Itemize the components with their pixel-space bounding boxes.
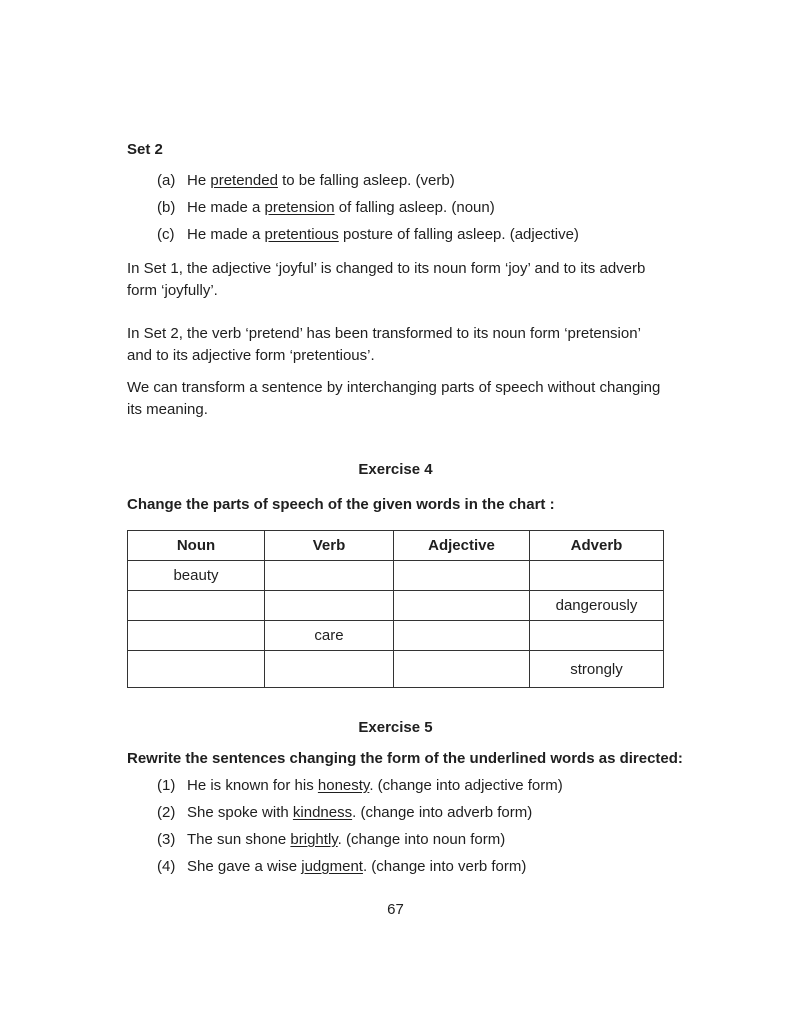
item-underlined-word: brightly	[290, 831, 338, 848]
table-cell: strongly	[530, 651, 664, 688]
exercise4-title: Exercise 4	[358, 461, 433, 478]
item-pre: He is known for his	[187, 777, 314, 794]
item-underlined-word: pretended	[210, 172, 278, 189]
column-header-adverb: Adverb	[530, 531, 664, 561]
paragraph-line: In Set 1, the adjective ‘joyful’ is changed to its noun form ‘joy’ and to its adverb	[127, 260, 646, 277]
table-header-row	[128, 531, 664, 561]
item-pre: The sun shone	[187, 831, 287, 848]
exercise5-item-1	[157, 777, 563, 794]
exercise5-item-4	[157, 858, 526, 875]
item-pre: He made a	[187, 226, 261, 243]
paragraph-2	[127, 323, 641, 367]
item-post: . (change into noun form)	[337, 831, 506, 848]
table-cell	[128, 621, 265, 651]
item-label: (a)	[157, 172, 176, 189]
item-underlined-word: pretentious	[264, 226, 339, 243]
table-cell: dangerously	[530, 591, 664, 621]
item-label: (2)	[157, 804, 176, 821]
column-header-verb: Verb	[265, 531, 394, 561]
item-post: posture of falling asleep. (adjective)	[342, 226, 579, 243]
table-cell	[265, 651, 394, 688]
table-row	[128, 561, 664, 591]
table-cell	[394, 621, 530, 651]
item-label: (c)	[157, 226, 175, 243]
parts-of-speech-table	[127, 530, 664, 688]
item-underlined-word: kindness	[292, 804, 353, 821]
table-cell: care	[265, 621, 394, 651]
set2-heading: Set 2	[127, 141, 163, 158]
table-cell	[394, 561, 530, 591]
table-row	[128, 651, 664, 688]
table-row	[128, 591, 664, 621]
item-label: (b)	[157, 199, 176, 216]
paragraph-line: We can transform a sentence by interchanging parts of speech without changing	[127, 379, 661, 396]
paragraph-line: In Set 2, the verb ‘pretend’ has been transformed to its noun form ‘pretension’	[127, 325, 641, 342]
table-cell	[530, 621, 664, 651]
item-post: to be falling asleep. (verb)	[282, 172, 455, 189]
item-pre: He made a	[187, 199, 261, 216]
item-underlined-word: honesty	[317, 777, 370, 794]
exercise5-title: Exercise 5	[358, 719, 433, 736]
table-cell	[394, 651, 530, 688]
exercise5-item-2	[157, 804, 532, 821]
set2-item-b	[157, 199, 495, 216]
paragraph-line: its meaning.	[127, 401, 208, 418]
table-cell	[265, 591, 394, 621]
table-cell	[128, 591, 265, 621]
table-cell	[265, 561, 394, 591]
set2-item-c	[157, 226, 579, 243]
column-header-noun: Noun	[128, 531, 265, 561]
item-post: . (change into adjective form)	[369, 777, 563, 794]
table-cell	[530, 561, 664, 591]
paragraph-line: and to its adjective form ‘pretentious’.	[127, 347, 375, 364]
table-cell: beauty	[128, 561, 265, 591]
item-label: (1)	[157, 777, 176, 794]
paragraph-line: form ‘joyfully’.	[127, 282, 218, 299]
item-underlined-word: judgment	[301, 858, 363, 875]
exercise5-instruction: Rewrite the sentences changing the form of the underlined words as directed:	[127, 750, 683, 767]
paragraph-1	[127, 258, 645, 302]
column-header-adjective: Adjective	[394, 531, 530, 561]
item-pre: He	[187, 172, 207, 189]
table-row	[128, 621, 664, 651]
item-underlined-word: pretension	[264, 199, 335, 216]
exercise4-instruction: Change the parts of speech of the given words in the chart :	[127, 496, 555, 513]
table-cell	[128, 651, 265, 688]
item-pre: She gave a wise	[187, 858, 298, 875]
item-label: (3)	[157, 831, 176, 848]
paragraph-3	[127, 377, 660, 421]
table-cell	[394, 591, 530, 621]
item-label: (4)	[157, 858, 176, 875]
item-post: of falling asleep. (noun)	[338, 199, 495, 216]
set2-item-a	[157, 172, 455, 189]
page-number: 67	[387, 901, 404, 918]
item-post: . (change into verb form)	[362, 858, 527, 875]
item-pre: She spoke with	[187, 804, 289, 821]
exercise5-item-3	[157, 831, 505, 848]
item-post: . (change into adverb form)	[352, 804, 533, 821]
